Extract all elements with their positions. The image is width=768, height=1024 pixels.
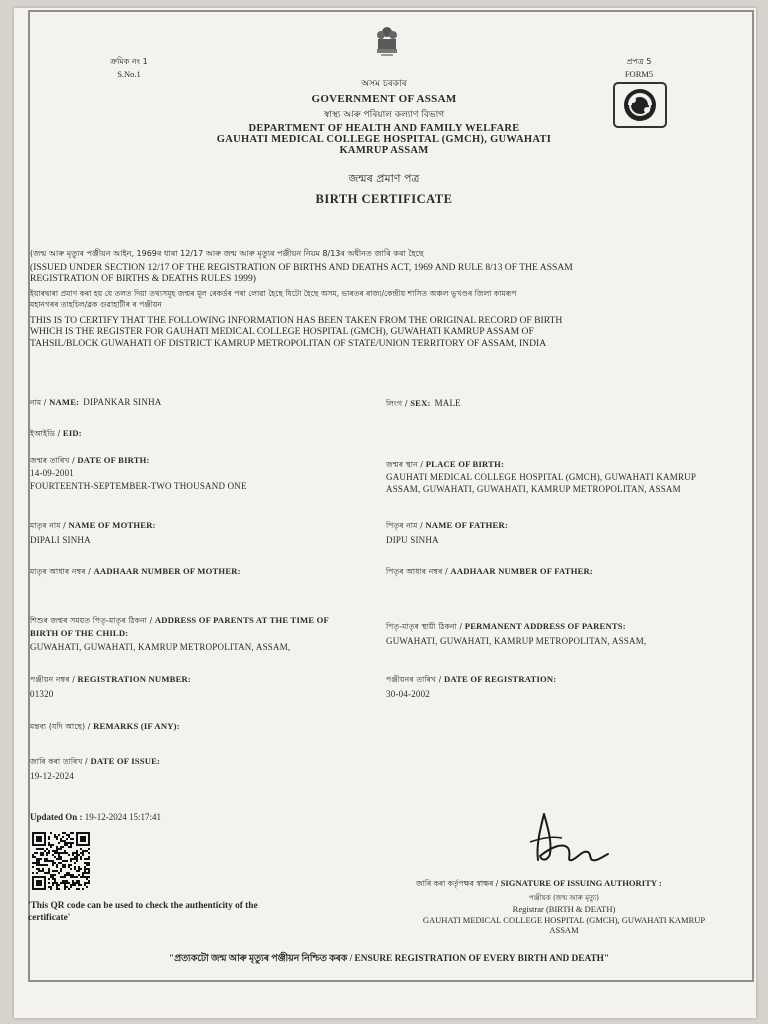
father-field: পিতৃৰ নাম / NAME OF FATHER: DIPU SINHA: [386, 520, 508, 545]
dob-field: জন্মৰ তাৰিখ / DATE OF BIRTH: 14-09-2001 FOURTEENTH-SEPTEMBER-TWO THOUSAND ONE: [30, 455, 247, 491]
updated-on: Updated On : 19-12-2024 15:17:41: [30, 812, 162, 822]
mother-field: মাতৃৰ নাম / NAME OF MOTHER: DIPALI SINHA: [30, 520, 156, 545]
qr-note: 'This QR code can be used to check the authenticity of the certificate': [28, 901, 258, 923]
signature-label: জাৰি কৰা কৰ্তৃপক্ষৰ স্বাক্ষৰ / SIGNATURE OF ISSUING AUTHORITY :: [416, 878, 662, 888]
registration-date-field: পঞ্জীয়নৰ তাৰিখ / DATE OF REGISTRATION: 30-04-2002: [386, 672, 556, 702]
issue-date-value: 19-12-2024: [30, 771, 74, 781]
aadhaar-father-field: পিতৃৰ আধাৰ নম্বৰ / AADHAAR NUMBER OF FATHER:: [386, 566, 593, 576]
dob-words: FOURTEENTH-SEPTEMBER-TWO THOUSAND ONE: [30, 481, 247, 491]
remarks-field: মন্তব্য (যদি আছে) / REMARKS (IF ANY):: [30, 721, 180, 731]
aadhaar-mother-field: মাতৃৰ আধাৰ নম্বৰ / AADHAAR NUMBER OF MOTHER:: [30, 566, 241, 576]
certificate-header: [164, 76, 604, 207]
name-value: DIPANKAR SINHA: [83, 397, 162, 407]
sex-field: লিংগ / SEX: MALE: [386, 398, 461, 408]
state-emblem-icon: [372, 24, 402, 64]
registration-date-value: 30-04-2002: [386, 689, 430, 699]
qr-code-icon[interactable]: [32, 832, 90, 890]
gov-title: GOVERNMENT OF ASSAM: [311, 93, 457, 105]
registration-number-field: পঞ্জীয়ন নম্বৰ / REGISTRATION NUMBER: 01320: [30, 672, 191, 702]
issue-date-field: জাৰি কৰা তাৰিখ / DATE OF ISSUE: 19-12-2024: [30, 754, 160, 784]
registrar-block: পঞ্জীয়ক (জন্ম আৰু মৃত্যু) Registrar (BIRTH & DEATH) GAUHATI MEDICAL COLLEGE HOSPITAL (GMCH), GUWAHATI KAMRUP ASSAM: [422, 894, 706, 935]
certificate-sheet: [14, 8, 756, 1018]
pob-field: জন্মৰ স্থান / PLACE OF BIRTH: GAUHATI MEDICAL COLLEGE HOSPITAL (GMCH), GUWAHATI KAMRUP ASSAM, GUWAHATI, GUWAHATI, KAMRUP METROPOLITAN, ASSAM: [386, 459, 697, 494]
gov-bn: অসম চৰকাৰ: [361, 79, 407, 89]
place-title: KAMRUP ASSAM: [339, 145, 429, 156]
permanent-address-field: পিতৃ-মাতৃৰ স্থায়ী ঠিকনা / PERMANENT ADDRESS OF PARENTS: GUWAHATI, GUWAHATI, KAMRUP METROPOLITAN, ASSAM,: [386, 621, 647, 646]
name-field: নাম / NAME: DIPANKAR SINHA: [30, 397, 162, 407]
hospital-title: GAUHATI MEDICAL COLLEGE HOSPITAL (GMCH), GUWAHATI: [216, 134, 552, 145]
title-bn: জন্মৰ প্ৰমাণ পত্ৰ: [348, 172, 420, 185]
slogan: "প্ৰত্যকটো জন্ম আৰু মৃত্যুৰ পঞ্জীয়ন নিশ্চিত কৰক / ENSURE REGISTRATION OF EVERY BIRTH AND DEATH": [168, 954, 610, 964]
form-number: প্ৰপত্ৰ 5 FORM5: [624, 57, 654, 79]
address-at-birth-value: GUWAHATI, GUWAHATI, KAMRUP METROPOLITAN, ASSAM,: [30, 642, 291, 652]
birth-death-registration-logo-icon: [613, 82, 667, 128]
serial-number: ক্ৰমিক নং 1 S.No.1: [110, 57, 148, 79]
dept-bn: স্বাস্থ্য আৰু পৰিয়াল কল্যাণ বিভাগ: [323, 110, 445, 120]
issued-section: (জন্ম আৰু মৃত্যুৰ পঞ্জীয়ন আইন, 1969ৰ ধাৰা 12/17 আৰু জন্ম আৰু মৃত্যুৰ পঞ্জীয়ন নিয়ম 8/13ৰ অধীনত জাৰি কৰা হৈছে (ISSUED UNDER SECTION 12/17 OF THE REGISTRATION OF BIRTHS AND DEATHS ACT, 1969 AND RULE 8/13 OF THE ASSAM REGISTRATION OF BIRTHS & DEATHS RULES 1999) ইয়াৰদ্বাৰা প্ৰমাণ কৰা হয় যে তলত দিয়া তথ্যসমূহ জন্মৰ মূল ৰেকৰ্ডৰ পৰা লোৱা হৈছে যিটো হৈছে অসম, ভাৰতৰ ৰাজ্য/কেন্দ্ৰীয় শাসিত অঞ্চল ভুখণ্ডৰ জিলা কামৰূপ মহানগৰৰ তাহচিল/ব্লক গুৱাহাটীৰ ৰ পঞ্জীয়ন THIS IS TO CERTIFY THAT THE FOLLOWING INFORMATION HAS BEEN TAKEN FROM THE ORIGINAL RECORD OF BIRTH WHICH IS THE REGISTER FOR GAUHATI MEDICAL COLLEGE HOSPITAL (GMCH), GUWAHATI KAMRUP ASSAM OF TAHSIL/BLOCK GUWAHATI OF DISTRICT KAMRUP METROPOLITAN OF STATE/UNION TERRITORY OF ASSAM, INDIA: [30, 249, 573, 349]
eid-field: ইআইডি / EID:: [30, 428, 82, 438]
address-at-birth-field: শিশুৰ জন্মৰ সময়ত পিতৃ-মাতৃৰ ঠিকনা / ADDRESS OF PARENTS AT THE TIME OF BIRTH OF THE CHILD: GUWAHATI, GUWAHATI, KAMRUP METROPOLITAN, ASSAM,: [30, 615, 329, 652]
sex-value: MALE: [434, 398, 461, 408]
permanent-address-value: GUWAHATI, GUWAHATI, KAMRUP METROPOLITAN, ASSAM,: [386, 636, 647, 646]
pob-value-2: ASSAM, GUWAHATI, GUWAHATI, KAMRUP METROPOLITAN, ASSAM: [386, 484, 681, 494]
signature-icon: [522, 802, 612, 872]
dept-title: DEPARTMENT OF HEALTH AND FAMILY WELFARE: [248, 123, 520, 134]
pob-value-1: GAUHATI MEDICAL COLLEGE HOSPITAL (GMCH), GUWAHATI KAMRUP: [386, 472, 697, 482]
page-title: BIRTH CERTIFICATE: [315, 192, 453, 206]
mother-value: DIPALI SINHA: [30, 535, 91, 545]
dob-value: 14-09-2001: [30, 468, 74, 478]
father-value: DIPU SINHA: [386, 535, 439, 545]
registration-number-value: 01320: [30, 689, 54, 699]
